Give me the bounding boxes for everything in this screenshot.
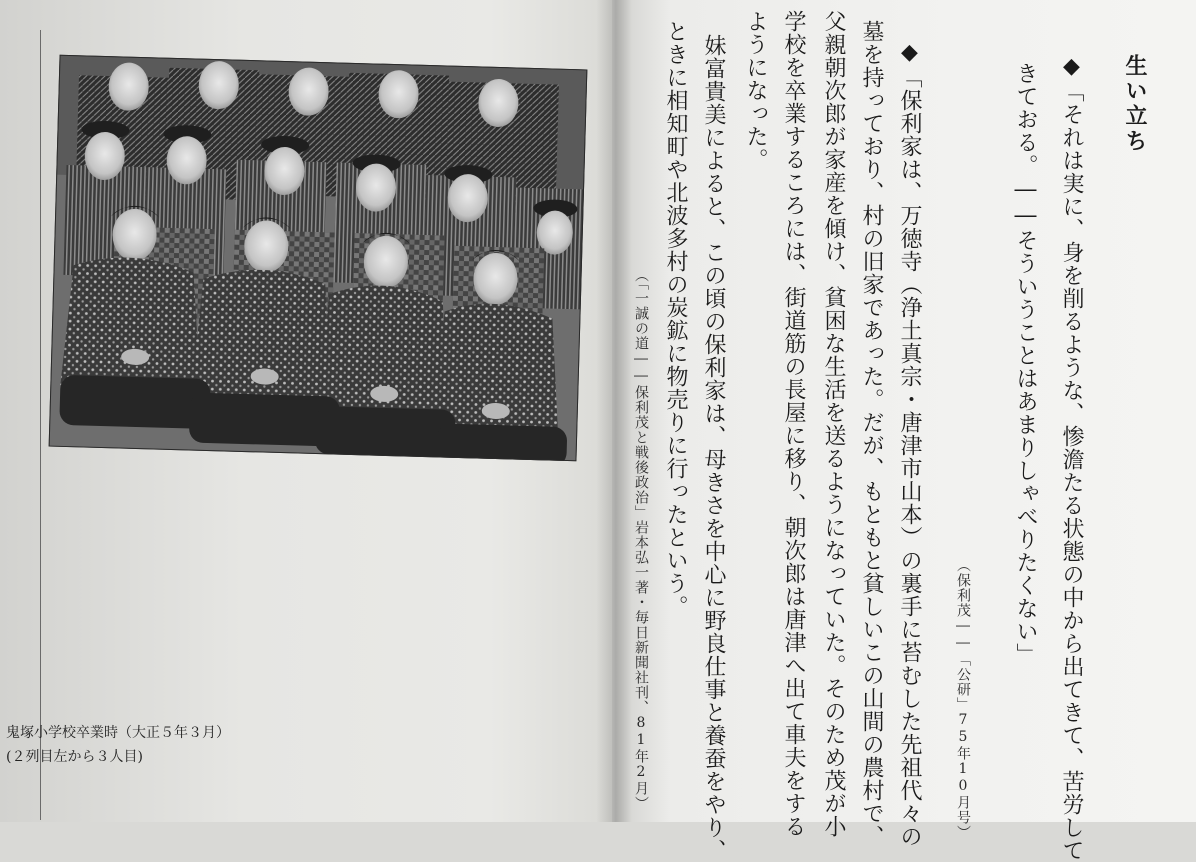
col-body-3: 父親朝次郎が家産を傾け、貧困な生活を送るようになっていた。そのため茂が小 <box>821 10 846 838</box>
col-body-2: 墓を持っており、村の旧家であった。だが、もともと貧しいこの山間の農村で、 <box>859 20 884 848</box>
col-quote-2: きておる。――そういうことはあまりしゃべりたくない」 <box>1013 62 1038 666</box>
col-body-5: ようになった。 <box>743 10 768 171</box>
col-quote-source: （保利茂――「公研」75年10月号） <box>955 558 971 840</box>
col-quote-1: ◆「それは実に、身を削るような、惨澹たる状態の中から出てきて、苦労して <box>1059 54 1084 862</box>
margin-rule <box>40 30 41 820</box>
photo-caption-line-2: (２列目左から３人目) <box>6 749 143 765</box>
left-page <box>0 0 612 822</box>
col-body-6: 妹富貴美によると、この頃の保利家は、母きさを中心に野良仕事と養蚕をやり、 <box>701 34 726 862</box>
col-body-4: 学校を卒業するころには、街道筋の長屋に移り、朝次郎は唐津へ出て車夫をする <box>781 10 806 838</box>
book-gutter <box>596 0 632 822</box>
photo-caption-line-1: 鬼塚小学校卒業時（大正５年３月） <box>6 725 230 741</box>
col-body-source: （「一誠の道――保利茂と戦後政治」岩本弘一著・毎日新聞社刊、81年2月） <box>633 268 649 811</box>
col-body-1: ◆「保利家は、万徳寺（浄土真宗・唐津市山本）の裏手に苔むした先祖代々の <box>897 40 922 848</box>
col-body-7: ときに相知町や北波多村の炭鉱に物売りに行ったという。 <box>663 20 688 618</box>
class-photo <box>49 55 588 462</box>
page-title: 生い立ち <box>1122 54 1148 154</box>
